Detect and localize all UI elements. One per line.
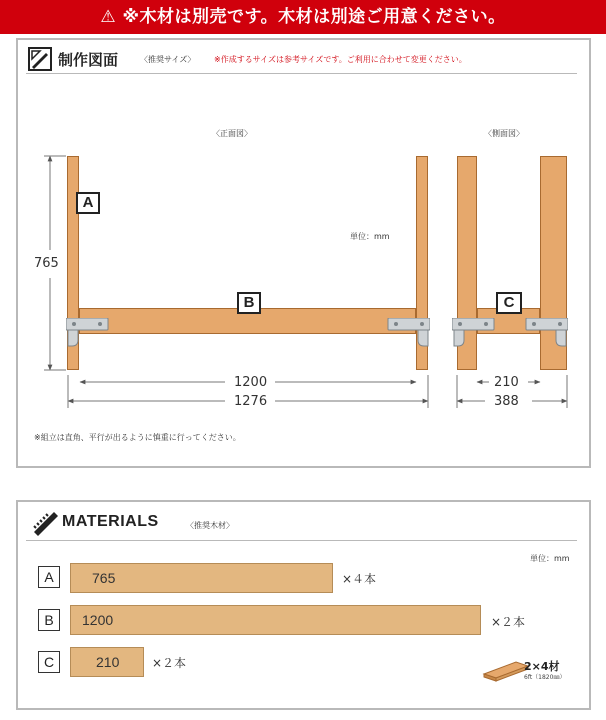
material-qty-b: ×２本	[491, 615, 526, 629]
unit-label: 単位：mm	[350, 232, 390, 241]
material-qty-c: ×２本	[152, 656, 187, 670]
assembly-note: ※組立は直角、平行が出るように慎重に行ってください。	[34, 433, 241, 442]
material-bar-b	[70, 605, 481, 635]
materials-title: MATERIALS	[62, 513, 159, 530]
divider	[26, 540, 577, 541]
part-label-c: C	[496, 292, 522, 314]
material-label-a: A	[38, 566, 60, 588]
lumber-label: 2×4材	[524, 660, 560, 673]
side-view-label: 〈側面図〉	[484, 129, 524, 138]
front-view-label: 〈正面図〉	[212, 129, 252, 138]
dim-1200-label: 1200	[234, 375, 268, 390]
materials-unit: 単位：mm	[530, 554, 570, 563]
part-label-a: A	[76, 192, 100, 214]
dim-height-label: 765	[34, 256, 59, 271]
materials-subtitle: 〈推奨木材〉	[186, 521, 234, 530]
material-label-c: C	[38, 651, 60, 673]
saw-icon	[32, 506, 60, 536]
material-qty-a: ×４本	[342, 572, 377, 586]
lumber-sublabel: 6ft（1820㎜）	[524, 674, 566, 681]
drawing-title: 制作図面	[58, 51, 119, 69]
material-length-a: 765	[92, 570, 116, 586]
dim-210-label: 210	[494, 375, 519, 390]
material-label-b: B	[38, 609, 60, 631]
material-length-c: 210	[96, 654, 120, 670]
material-length-b: 1200	[82, 612, 114, 628]
drawing-subtitle: 〈推奨サイズ〉	[140, 55, 196, 64]
dim-1276-label: 1276	[234, 394, 268, 409]
part-label-b: B	[237, 292, 261, 314]
drawing-note: ※作成するサイズは参考サイズです。ご利用に合わせて変更ください。	[214, 55, 467, 64]
dim-388-label: 388	[494, 394, 519, 409]
warning-banner-text: ⚠ ※木材は別売です。木材は別途ご用意ください。	[100, 7, 506, 27]
